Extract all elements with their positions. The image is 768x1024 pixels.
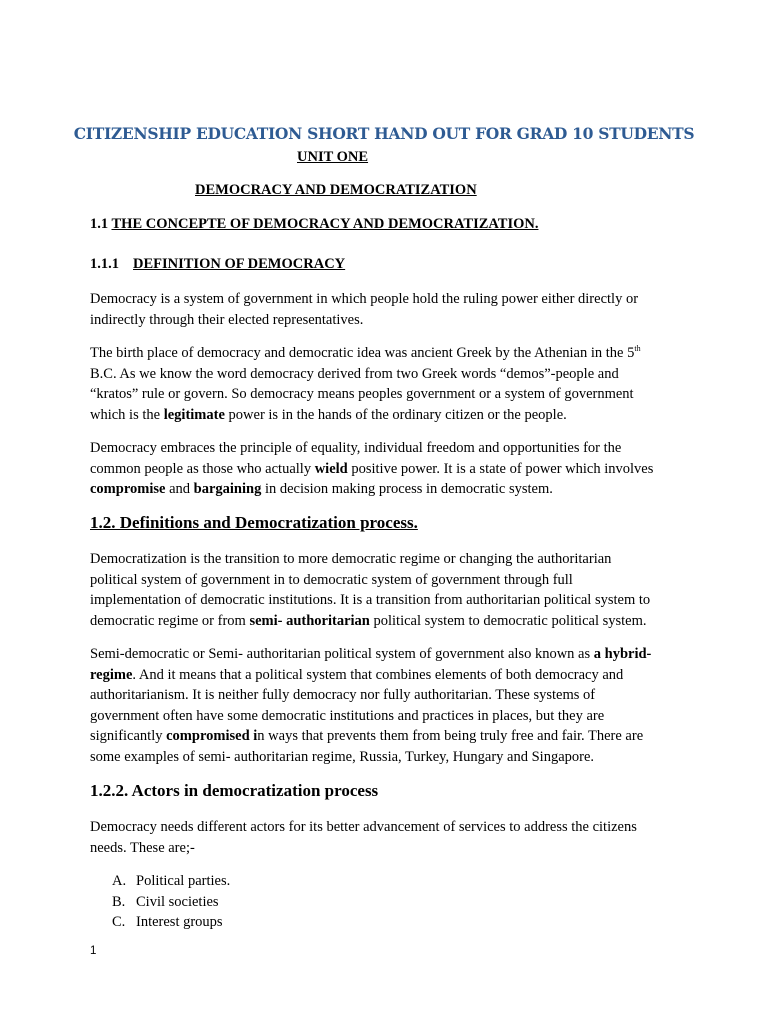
text-line: government often have some democratic institutions and practices in places, but they are (90, 707, 605, 724)
document-title: CITIZENSHIP EDUCATION SHORT HAND OUT FOR GRAD 10 STUDENTS (73, 124, 695, 143)
text-line: needs. These are;- (90, 839, 195, 856)
paragraph-equality (90, 438, 690, 500)
bold-term: regime (90, 666, 133, 683)
text-segment: positive power. It is a state of power which involves (347, 460, 654, 477)
paragraph-birth-place (90, 343, 690, 425)
text-line (90, 343, 690, 364)
text-line: implementation of democratic institutions. It is a transition from authoritarian political system to (90, 592, 651, 608)
text-segment: . And it means that a political system that combines elements of both democracy and (132, 666, 624, 683)
bold-term: bargaining (193, 481, 262, 497)
text-segment: Semi-democratic or Semi- authoritarian political system of government also known as (90, 646, 594, 662)
text-line (90, 665, 690, 686)
list-item-text: Civil societies (136, 893, 219, 910)
bold-term: wield (314, 460, 348, 477)
text-line: Democracy is a system of government in which people hold the ruling power either directly or (90, 291, 639, 307)
text-segment: power is in the hands of the ordinary citizen or the people. (224, 406, 567, 423)
text-line: Democracy embraces the principle of equality, individual freedom and opportunities for the (90, 440, 622, 456)
text-line (90, 405, 690, 426)
paragraph-democratization (90, 549, 690, 631)
list-item-text: Political parties. (136, 873, 231, 889)
text-segment: common people as those who actually (90, 460, 315, 477)
text-line: “kratos” rule or govern. So democracy means peoples government or a system of government (90, 386, 634, 402)
list-item (112, 892, 230, 913)
text-segment: The birth place of democracy and democratic idea was ancient Greek by the Athenian in the 5 (90, 345, 635, 361)
section-1-1-1-heading (90, 256, 345, 273)
list-item (112, 912, 230, 933)
text-line (90, 459, 690, 480)
paragraph-actors (90, 817, 690, 858)
paragraph-democracy-definition (90, 289, 690, 330)
paragraph-semi-democratic (90, 644, 690, 767)
section-number: 1.1.1 (90, 256, 119, 272)
list-marker: A. (112, 873, 127, 889)
text-line: indirectly through their elected representatives. (90, 311, 364, 328)
text-line: authoritarianism. It is neither fully democracy nor fully authoritarian. These systems of (90, 687, 596, 703)
section-title: DEFINITION OF DEMOCRACY (133, 256, 346, 272)
section-title: THE CONCEPTE OF DEMOCRACY AND DEMOCRATIZATION. (111, 216, 539, 232)
text-line: B.C. As we know the word democracy derived from two Greek words “demos”-people and (90, 365, 619, 382)
bold-term: legitimate (163, 406, 225, 423)
text-line (90, 726, 690, 747)
unit-heading: UNIT ONE (297, 149, 369, 165)
list-marker: C. (112, 914, 126, 930)
page-number: 1 (90, 945, 97, 957)
text-line (90, 611, 690, 632)
text-line (90, 644, 690, 665)
text-segment: n ways that prevents them from being truly free and fair. There are (257, 728, 644, 744)
section-1-2-2-heading: 1.2.2. Actors in democratization process (90, 781, 379, 800)
actors-list (112, 871, 230, 933)
text-line: Democratization is the transition to more democratic regime or changing the authoritarian (90, 551, 612, 567)
list-item-text: Interest groups (136, 914, 223, 930)
text-line (90, 479, 690, 500)
section-1-1-heading (90, 216, 538, 233)
text-segment: and (165, 481, 194, 497)
section-1-2-heading: 1.2. Definitions and Democratization process. (90, 513, 418, 532)
list-marker: B. (112, 893, 126, 910)
bold-term: a hybrid- (593, 646, 652, 662)
text-segment: significantly (90, 728, 167, 744)
bold-term: compromised i (166, 728, 258, 744)
list-item (112, 871, 230, 892)
text-segment: political system to democratic political system. (369, 612, 647, 629)
section-number: 1.1 (90, 216, 112, 232)
text-line: political system of government in to democratic system of government through full (90, 571, 573, 588)
text-segment: which is the (90, 406, 164, 423)
text-segment: democratic regime or from (90, 612, 250, 629)
chapter-heading: DEMOCRACY AND DEMOCRATIZATION (195, 182, 477, 198)
superscript: th (634, 344, 641, 353)
text-line: Democracy needs different actors for its better advancement of services to address the citizens (90, 819, 637, 835)
bold-term: compromise (90, 481, 166, 497)
text-segment: in decision making process in democratic system. (261, 481, 553, 497)
text-line: some examples of semi- authoritarian regime, Russia, Turkey, Hungary and Singapore. (90, 748, 595, 765)
bold-term: semi- authoritarian (249, 612, 370, 629)
